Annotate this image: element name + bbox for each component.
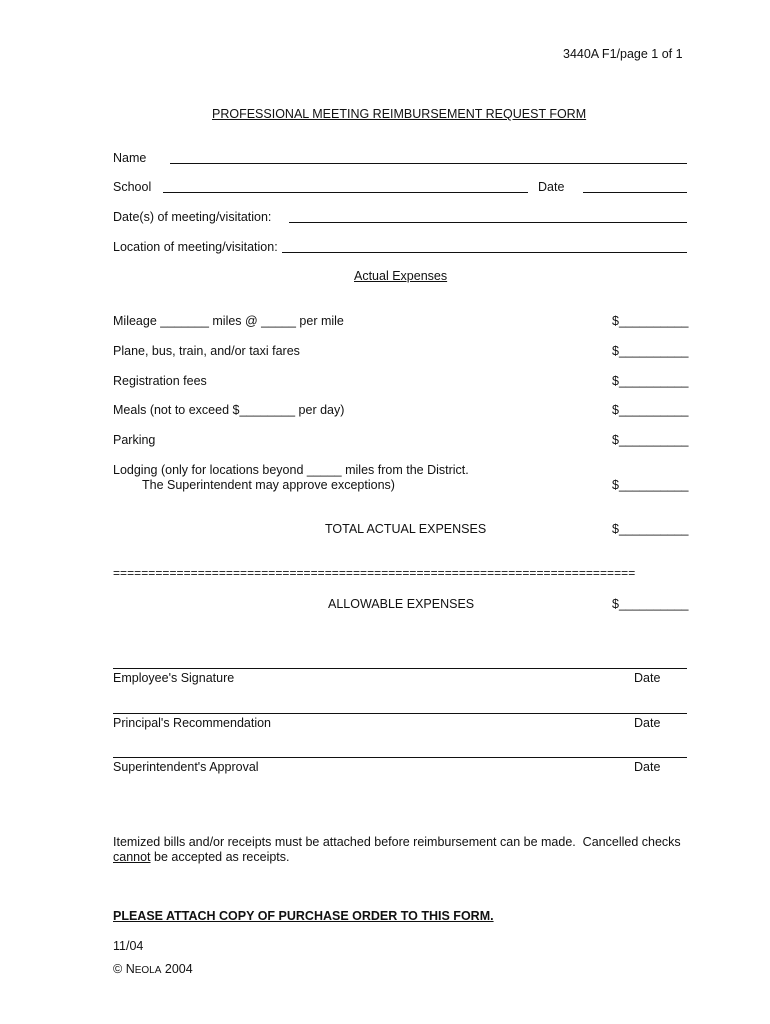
expense-amount-parking[interactable]: $__________ (612, 433, 689, 447)
employee-signature-date-label: Date (634, 671, 661, 685)
expense-item-lodging: Lodging (only for locations beyond _____ miles from the District. (113, 463, 469, 477)
copyright-year: 2004 (164, 962, 193, 976)
actual-expenses-heading: Actual Expenses (354, 269, 448, 283)
total-actual-expenses-label: TOTAL ACTUAL EXPENSES (325, 522, 487, 536)
expense-amount-registration[interactable]: $__________ (612, 374, 689, 388)
meeting-dates-field[interactable] (289, 222, 687, 223)
principal-recommendation-date-label: Date (634, 716, 661, 730)
location-label: Location of meeting/visitation: (113, 240, 278, 254)
form-title: PROFESSIONAL MEETING REIMBURSEMENT REQUEST FORM (212, 107, 587, 121)
location-field[interactable] (282, 252, 687, 253)
expense-item-fares: Plane, bus, train, and/or taxi fares (113, 344, 300, 358)
principal-recommendation-label: Principal's Recommendation (113, 716, 272, 730)
principal-recommendation-line[interactable] (113, 713, 687, 714)
total-actual-expenses-amount[interactable]: $__________ (612, 522, 689, 536)
expense-item-lodging-note: The Superintendent may approve exceptions) (142, 478, 395, 492)
date-field[interactable] (583, 192, 687, 193)
superintendent-approval-line[interactable] (113, 757, 687, 758)
attach-purchase-order-note: PLEASE ATTACH COPY OF PURCHASE ORDER TO THIS FORM. (113, 909, 494, 923)
meeting-dates-label: Date(s) of meeting/visitation: (113, 210, 272, 224)
allowable-expenses-amount[interactable]: $__________ (612, 597, 689, 611)
cannot-emphasis: cannot (113, 850, 151, 864)
receipts-notice-line2-rest: be accepted as receipts. (150, 850, 290, 864)
receipts-notice-line1: Itemized bills and/or receipts must be attached before reimbursement can be made. Cancelled checks (113, 835, 681, 849)
employee-signature-line[interactable] (113, 668, 687, 669)
date-label: Date (538, 180, 565, 194)
receipts-notice-line2 (113, 850, 290, 865)
name-label: Name (113, 151, 147, 165)
expense-item-mileage: Mileage _______ miles @ _____ per mile (113, 314, 344, 328)
employee-signature-label: Employee's Signature (113, 671, 235, 685)
superintendent-approval-date-label: Date (634, 760, 661, 774)
expense-item-registration: Registration fees (113, 374, 207, 388)
school-label: School (113, 180, 152, 194)
expense-item-parking: Parking (113, 433, 156, 447)
expense-item-meals: Meals (not to exceed $________ per day) (113, 403, 345, 417)
separator-line: ========================================================================== (113, 566, 636, 580)
allowable-expenses-label: ALLOWABLE EXPENSES (328, 597, 475, 611)
superintendent-approval-label: Superintendent's Approval (113, 760, 259, 774)
copyright-line (113, 962, 193, 978)
expense-amount-lodging[interactable]: $__________ (612, 478, 689, 492)
form-date-code: 11/04 (113, 939, 144, 953)
name-field[interactable] (170, 163, 687, 164)
school-field[interactable] (163, 192, 528, 193)
expense-amount-mileage[interactable]: $__________ (612, 314, 689, 328)
neola-initial: N (125, 962, 135, 976)
neola-rest: EOLA (134, 965, 162, 976)
expense-amount-meals[interactable]: $__________ (612, 403, 689, 417)
expense-amount-fares[interactable]: $__________ (612, 344, 689, 358)
copyright-symbol: © (113, 962, 123, 976)
form-reference: 3440A F1/page 1 of 1 (563, 47, 683, 61)
